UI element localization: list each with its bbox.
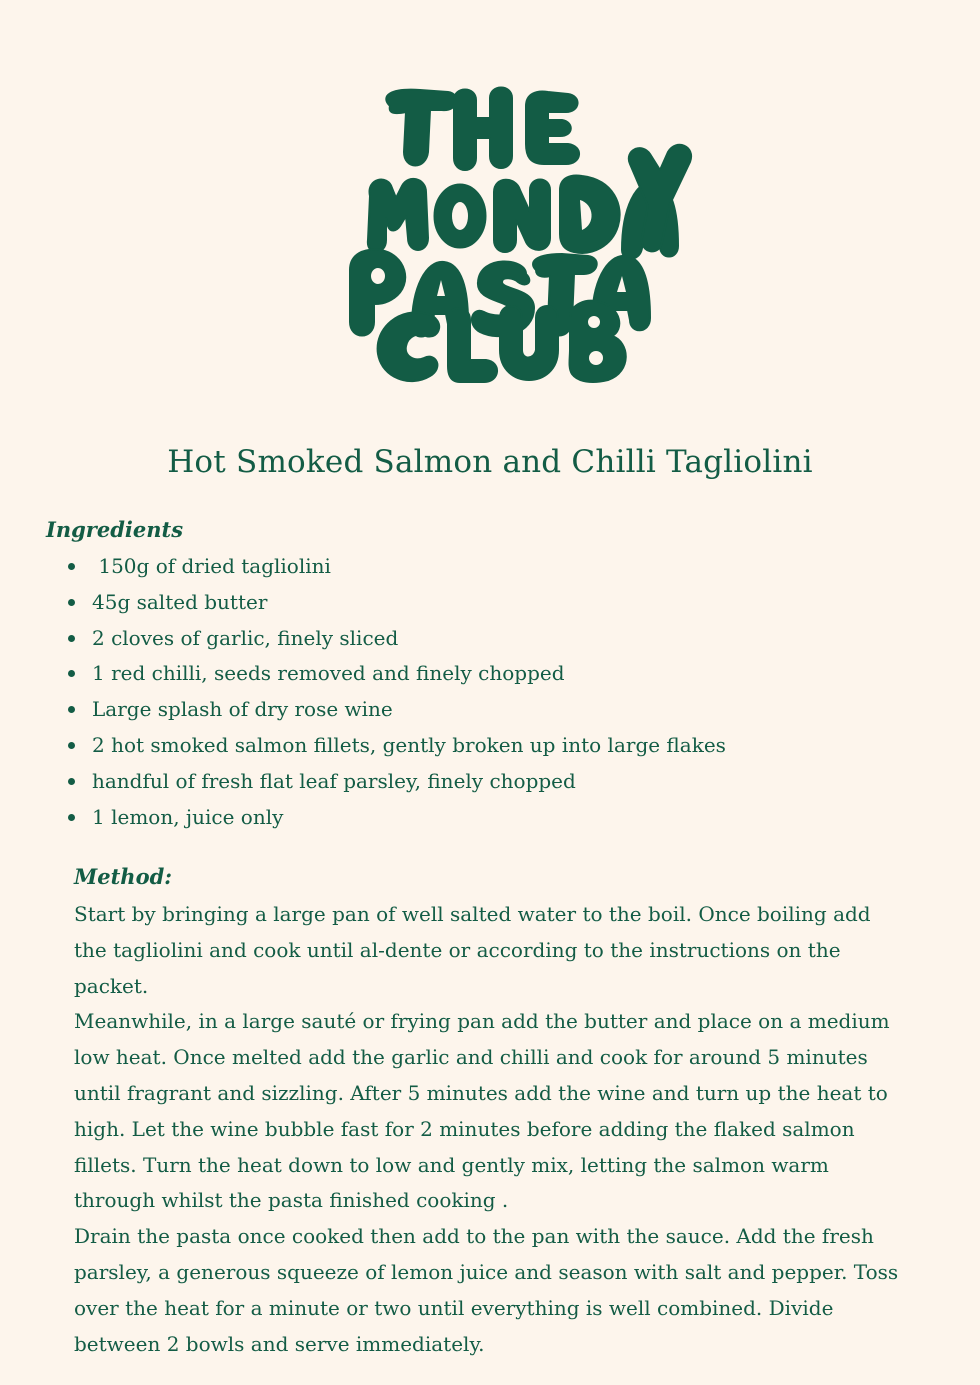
ingredient-text: Large splash of dry rose wine [92, 697, 393, 722]
brand-logo [330, 78, 700, 398]
method-paragraph: Drain the pasta once cooked then add to the pan with the sauce. Add the fresh parsley, a generous squeeze of lemon juice and season with salt and pepper. Toss over the heat for a minute or two until everything is well combined. Divide between 2 bowls and serve immediately. [74, 1224, 899, 1356]
bullet-icon [68, 706, 75, 713]
bullet-icon [68, 670, 75, 677]
bullet-icon [68, 742, 75, 749]
ingredient-text: 1 lemon, juice only [92, 804, 284, 829]
ingredient-item [66, 621, 726, 657]
recipe-title: Hot Smoked Salmon and Chilli Tagliolini [167, 444, 813, 480]
ingredient-item [66, 800, 726, 836]
method-heading: Method: [74, 864, 173, 889]
bullet-icon [68, 599, 75, 606]
ingredient-item [66, 585, 726, 621]
ingredient-item [66, 728, 726, 764]
bullet-icon [68, 563, 75, 570]
ingredient-text: 45g salted butter [92, 589, 268, 614]
method-body [74, 897, 904, 1362]
ingredients-list [66, 549, 726, 835]
ingredient-item [66, 656, 726, 692]
ingredients-heading: Ingredients [46, 517, 184, 542]
ingredient-text: handful of fresh flat leaf parsley, finely chopped [92, 768, 576, 793]
bullet-icon [68, 635, 75, 642]
method-paragraph: Meanwhile, in a large sauté or frying pan add the butter and place on a medium low heat. Once melted add the garlic and chilli and cook for around 5 minutes until fragrant and sizzling. After 5 minutes add the wine and turn up the heat to high. Let the wine bubble fast for 2 minutes before adding the flaked salmon fillets. Turn the heat down to low and gently mix, letting the salmon warm through whilst the pasta finished cooking . [74, 1009, 890, 1213]
bullet-icon [68, 778, 75, 785]
ingredient-text: 1 red chilli, seeds removed and finely chopped [92, 661, 565, 686]
ingredient-text: 150g of dried tagliolini [92, 554, 331, 578]
ingredient-item [66, 764, 726, 800]
ingredient-text: 2 hot smoked salmon fillets, gently broken up into large flakes [92, 732, 726, 757]
ingredient-item [66, 692, 726, 728]
method-paragraph: Start by bringing a large pan of well salted water to the boil. Once boiling add the tagliolini and cook until al-dente or according to the instructions on the packet. [74, 902, 871, 998]
bullet-icon [68, 814, 75, 821]
ingredient-text: 2 cloves of garlic, finely sliced [92, 625, 399, 650]
ingredient-item [66, 549, 726, 585]
